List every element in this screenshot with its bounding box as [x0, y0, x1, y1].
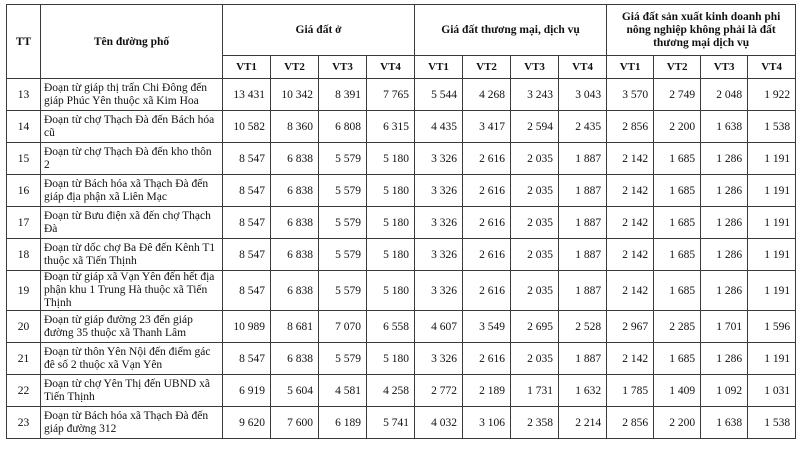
price-cell: 1 092	[701, 375, 748, 407]
price-cell: 8 547	[223, 207, 271, 239]
price-cell: 2 749	[654, 79, 701, 111]
price-cell: 3 326	[415, 239, 463, 271]
table-row	[7, 375, 796, 407]
price-cell: 1 887	[559, 143, 607, 175]
price-cell: 5 180	[367, 175, 415, 207]
price-cell: 4 581	[319, 375, 367, 407]
price-cell: 5 544	[415, 79, 463, 111]
price-cell: 1 286	[701, 239, 748, 271]
price-cell: 5 604	[271, 375, 319, 407]
price-cell: 2 035	[511, 343, 559, 375]
price-cell: 5 579	[319, 271, 367, 311]
price-table-sheet	[6, 4, 794, 439]
price-cell: 8 360	[271, 111, 319, 143]
price-cell: 6 838	[271, 143, 319, 175]
row-number: 16	[7, 175, 41, 207]
sub-header-vt: VT4	[559, 56, 607, 79]
street-segment-name: Đoạn từ giáp xã Vạn Yên đến hết địa phận khu 1 Trung Hà thuộc xã Tiến Thịnh	[41, 271, 223, 311]
price-cell: 7 600	[271, 407, 319, 439]
price-cell: 3 326	[415, 343, 463, 375]
price-cell: 1 887	[559, 271, 607, 311]
group-nonagri-header: Giá đất sản xuất kinh doanh phi nông nghiệp không phải là đất thương mại dịch vụ	[607, 5, 796, 56]
table-header	[7, 5, 796, 79]
price-cell: 1 785	[607, 375, 654, 407]
price-cell: 2 695	[511, 311, 559, 343]
price-cell: 1 191	[748, 271, 796, 311]
price-cell: 3 549	[463, 311, 511, 343]
price-cell: 5 579	[319, 175, 367, 207]
price-cell: 3 106	[463, 407, 511, 439]
price-cell: 7 070	[319, 311, 367, 343]
row-number: 20	[7, 311, 41, 343]
price-cell: 1 538	[748, 111, 796, 143]
price-cell: 2 616	[463, 271, 511, 311]
sub-header-vt: VT3	[511, 56, 559, 79]
sub-header-vt: VT1	[415, 56, 463, 79]
price-cell: 6 315	[367, 111, 415, 143]
price-cell: 3 043	[559, 79, 607, 111]
price-cell: 1 731	[511, 375, 559, 407]
price-cell: 2 616	[463, 143, 511, 175]
price-cell: 1 191	[748, 143, 796, 175]
price-cell: 2 142	[607, 271, 654, 311]
price-cell: 2 200	[654, 111, 701, 143]
price-cell: 2 616	[463, 343, 511, 375]
price-cell: 1 286	[701, 271, 748, 311]
price-cell: 2 142	[607, 343, 654, 375]
sub-header-vt: VT3	[319, 56, 367, 79]
price-cell: 5 180	[367, 239, 415, 271]
price-cell: 8 547	[223, 239, 271, 271]
col-street-header: Tên đường phố	[41, 5, 223, 79]
price-cell: 2 616	[463, 207, 511, 239]
price-cell: 5 180	[367, 343, 415, 375]
price-cell: 3 326	[415, 271, 463, 311]
price-cell: 2 214	[559, 407, 607, 439]
price-cell: 13 431	[223, 79, 271, 111]
street-segment-name: Đoạn từ Bách hóa xã Thạch Đà đến giáp đường 312	[41, 407, 223, 439]
price-cell: 1 191	[748, 175, 796, 207]
sub-header-vt: VT2	[271, 56, 319, 79]
price-cell: 2 189	[463, 375, 511, 407]
price-cell: 1 596	[748, 311, 796, 343]
price-cell: 4 032	[415, 407, 463, 439]
price-cell: 3 243	[511, 79, 559, 111]
price-cell: 6 808	[319, 111, 367, 143]
table-row	[7, 143, 796, 175]
sub-header-vt: VT2	[654, 56, 701, 79]
price-cell: 2 856	[607, 407, 654, 439]
price-cell: 5 579	[319, 343, 367, 375]
price-cell: 6 838	[271, 239, 319, 271]
price-cell: 1 031	[748, 375, 796, 407]
price-cell: 2 048	[701, 79, 748, 111]
row-number: 23	[7, 407, 41, 439]
price-cell: 1 191	[748, 239, 796, 271]
table-row	[7, 407, 796, 439]
price-cell: 2 358	[511, 407, 559, 439]
table-row	[7, 79, 796, 111]
price-cell: 1 286	[701, 207, 748, 239]
price-cell: 3 417	[463, 111, 511, 143]
price-cell: 1 191	[748, 343, 796, 375]
price-cell: 1 701	[701, 311, 748, 343]
price-cell: 2 616	[463, 175, 511, 207]
price-cell: 4 258	[367, 375, 415, 407]
street-segment-name: Đoạn từ giáp thị trấn Chi Đông đến giáp Phúc Yên thuộc xã Kim Hoa	[41, 79, 223, 111]
price-cell: 5 579	[319, 143, 367, 175]
sub-header-vt: VT2	[463, 56, 511, 79]
price-cell: 1 887	[559, 343, 607, 375]
price-cell: 10 582	[223, 111, 271, 143]
price-cell: 1 286	[701, 175, 748, 207]
street-segment-name: Đoạn từ chợ Thạch Đà đến kho thôn 2	[41, 143, 223, 175]
sub-header-vt: VT3	[701, 56, 748, 79]
price-cell: 2 035	[511, 271, 559, 311]
street-segment-name: Đoạn từ Bưu điện xã đến chợ Thạch Đà	[41, 207, 223, 239]
price-cell: 2 035	[511, 239, 559, 271]
price-cell: 6 189	[319, 407, 367, 439]
table-body	[7, 79, 796, 439]
col-tt-header: TT	[7, 5, 41, 79]
price-cell: 2 435	[559, 111, 607, 143]
price-cell: 1 286	[701, 343, 748, 375]
price-cell: 1 632	[559, 375, 607, 407]
price-cell: 2 967	[607, 311, 654, 343]
price-cell: 7 765	[367, 79, 415, 111]
row-number: 21	[7, 343, 41, 375]
row-number: 19	[7, 271, 41, 311]
price-cell: 2 772	[415, 375, 463, 407]
price-cell: 1 409	[654, 375, 701, 407]
group-residential-header: Giá đất ở	[223, 5, 415, 56]
street-segment-name: Đoạn từ Bách hóa xã Thạch Đà đến giáp địa phận xã Liên Mạc	[41, 175, 223, 207]
table-row	[7, 343, 796, 375]
street-segment-name: Đoạn từ giáp đường 23 đến giáp đường 35 thuộc xã Thanh Lâm	[41, 311, 223, 343]
table-row	[7, 207, 796, 239]
price-cell: 1 685	[654, 143, 701, 175]
table-row	[7, 111, 796, 143]
land-price-table	[6, 4, 796, 439]
price-cell: 8 547	[223, 143, 271, 175]
price-cell: 1 538	[748, 407, 796, 439]
price-cell: 6 558	[367, 311, 415, 343]
row-number: 17	[7, 207, 41, 239]
street-segment-name: Đoạn từ thôn Yên Nội đến điểm gác đê số 2 thuộc xã Vạn Yên	[41, 343, 223, 375]
price-cell: 1 638	[701, 111, 748, 143]
price-cell: 2 285	[654, 311, 701, 343]
price-cell: 3 570	[607, 79, 654, 111]
price-cell: 3 326	[415, 143, 463, 175]
price-cell: 1 685	[654, 207, 701, 239]
price-cell: 8 547	[223, 343, 271, 375]
price-cell: 1 685	[654, 343, 701, 375]
price-cell: 2 594	[511, 111, 559, 143]
price-cell: 1 685	[654, 239, 701, 271]
price-cell: 5 180	[367, 207, 415, 239]
price-cell: 4 435	[415, 111, 463, 143]
price-cell: 1 887	[559, 175, 607, 207]
price-cell: 2 035	[511, 175, 559, 207]
price-cell: 8 391	[319, 79, 367, 111]
row-number: 18	[7, 239, 41, 271]
price-cell: 2 856	[607, 111, 654, 143]
price-cell: 2 616	[463, 239, 511, 271]
sub-header-vt: VT1	[607, 56, 654, 79]
price-cell: 8 547	[223, 271, 271, 311]
price-cell: 2 035	[511, 143, 559, 175]
price-cell: 5 579	[319, 207, 367, 239]
price-cell: 6 838	[271, 175, 319, 207]
table-row	[7, 271, 796, 311]
price-cell: 1 685	[654, 175, 701, 207]
row-number: 14	[7, 111, 41, 143]
price-cell: 5 180	[367, 143, 415, 175]
price-cell: 3 326	[415, 207, 463, 239]
price-cell: 2 528	[559, 311, 607, 343]
sub-header-vt: VT1	[223, 56, 271, 79]
price-cell: 5 180	[367, 271, 415, 311]
street-segment-name: Đoạn từ dốc chợ Ba Đê đến Kênh T1 thuộc xã Tiến Thịnh	[41, 239, 223, 271]
price-cell: 2 035	[511, 207, 559, 239]
price-cell: 8 681	[271, 311, 319, 343]
price-cell: 1 638	[701, 407, 748, 439]
price-cell: 4 607	[415, 311, 463, 343]
price-cell: 2 142	[607, 207, 654, 239]
sub-header-vt: VT4	[367, 56, 415, 79]
row-number: 15	[7, 143, 41, 175]
row-number: 13	[7, 79, 41, 111]
price-cell: 1 887	[559, 239, 607, 271]
price-cell: 6 838	[271, 207, 319, 239]
group-commercial-header: Giá đất thương mại, dịch vụ	[415, 5, 607, 56]
street-segment-name: Đoạn từ chợ Yên Thị đến UBND xã Tiến Thịnh	[41, 375, 223, 407]
price-cell: 2 142	[607, 175, 654, 207]
price-cell: 1 685	[654, 271, 701, 311]
price-cell: 1 887	[559, 207, 607, 239]
table-row	[7, 239, 796, 271]
price-cell: 8 547	[223, 175, 271, 207]
row-number: 22	[7, 375, 41, 407]
price-cell: 2 142	[607, 239, 654, 271]
table-row	[7, 311, 796, 343]
price-cell: 1 286	[701, 143, 748, 175]
price-cell: 2 142	[607, 143, 654, 175]
price-cell: 5 741	[367, 407, 415, 439]
sub-header-vt: VT4	[748, 56, 796, 79]
street-segment-name: Đoạn từ chợ Thạch Đà đến Bách hóa cũ	[41, 111, 223, 143]
table-row	[7, 175, 796, 207]
price-cell: 4 268	[463, 79, 511, 111]
price-cell: 6 838	[271, 271, 319, 311]
price-cell: 10 989	[223, 311, 271, 343]
price-cell: 9 620	[223, 407, 271, 439]
price-cell: 6 919	[223, 375, 271, 407]
price-cell: 3 326	[415, 175, 463, 207]
price-cell: 2 200	[654, 407, 701, 439]
price-cell: 10 342	[271, 79, 319, 111]
price-cell: 1 191	[748, 207, 796, 239]
price-cell: 6 838	[271, 343, 319, 375]
price-cell: 5 579	[319, 239, 367, 271]
price-cell: 1 922	[748, 79, 796, 111]
